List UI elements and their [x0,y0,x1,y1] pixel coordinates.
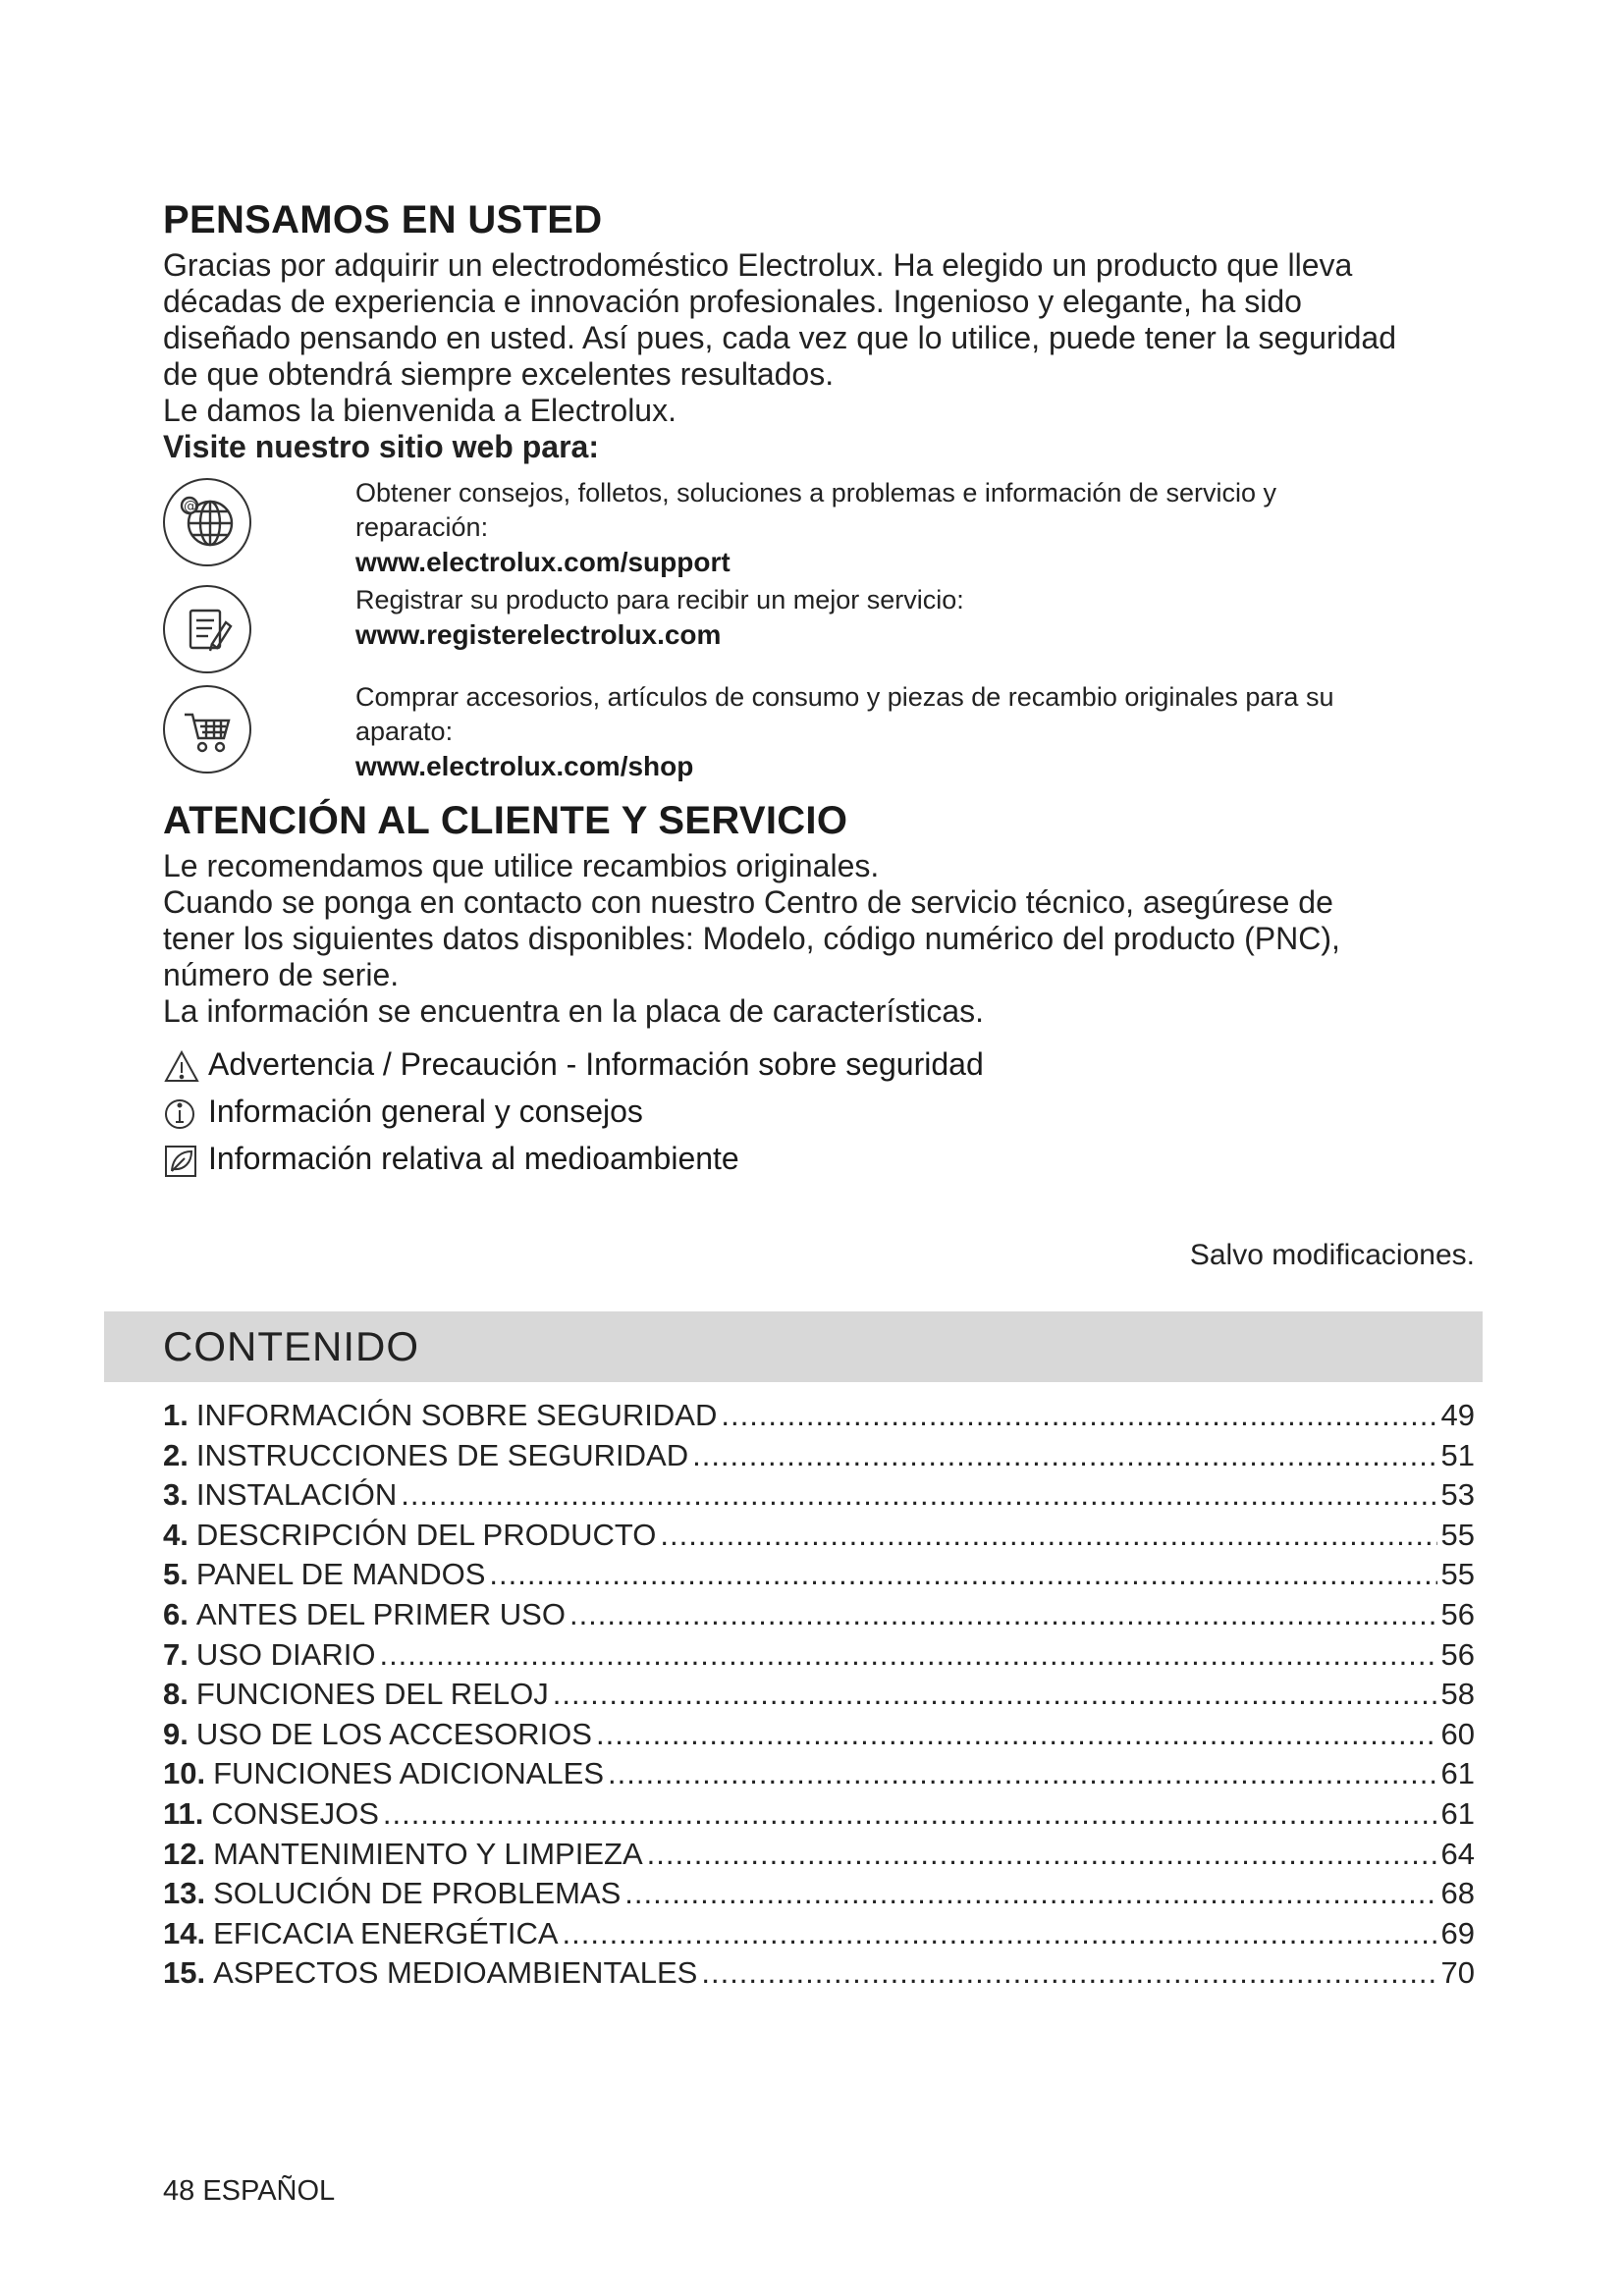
toc-page-number: 56 [1440,1636,1475,1672]
toc-label: PANEL DE MANDOS [195,1557,486,1592]
toc-item[interactable] [163,1916,1475,1956]
toc-number: 1. [163,1398,189,1432]
toc-number: 14. [163,1915,206,1950]
intro-line: décadas de experiencia e innovación profesionales. Ingenioso y elegante, ha sido [163,284,1302,319]
intro-line: de que obtendrá siempre excelentes resultados. [163,356,835,392]
toc-label: ASPECTOS MEDIOAMBIENTALES [213,1955,698,1991]
toc-leader [721,1398,1436,1433]
toc-leader [563,1916,1437,1951]
web-item-text: aparato: [355,717,454,746]
modification-note: Salvo modificaciones. [1189,1239,1475,1271]
intro-line: Gracias por adquirir un electrodoméstico Electrolux. Ha elegido un producto que lleva [163,247,1353,283]
toc-number: 13. [163,1876,206,1911]
toc-label: FUNCIONES DEL RELOJ [195,1677,549,1712]
table-of-contents [163,1398,1475,1996]
legend-text: Información relativa al medioambiente [208,1141,739,1176]
toc-page-number: 69 [1440,1915,1475,1950]
service-line: Le recomendamos que utilice recambios originales. [163,848,880,883]
warning-icon [163,1048,200,1086]
toc-item[interactable] [163,1438,1475,1478]
web-item-shop [355,680,1485,783]
toc-item[interactable] [163,1955,1475,1996]
toc-number: 8. [163,1677,189,1712]
toc-leader [569,1597,1437,1632]
intro-line: Le damos la bienvenida a Electrolux. [163,393,677,428]
support-link[interactable]: www.electrolux.com/support [355,547,731,577]
toc-number: 5. [163,1557,189,1592]
globe-icon [163,478,251,566]
toc-label: INSTALACIÓN [195,1477,398,1513]
legend-text: Información general y consejos [208,1094,643,1129]
legend-text: Advertencia / Precaución - Información sobre seguridad [208,1046,984,1082]
web-item-text: reparación: [355,512,489,542]
toc-label: INFORMACIÓN SOBRE SEGURIDAD [195,1398,718,1432]
toc-number: 4. [163,1517,189,1552]
toc-leader [624,1876,1436,1911]
toc-item[interactable] [163,1557,1475,1597]
toc-number: 7. [163,1636,189,1672]
toc-label: USO DIARIO [195,1636,376,1672]
toc-page-number: 51 [1440,1437,1475,1472]
info-icon [163,1095,200,1133]
toc-leader [401,1477,1436,1513]
service-title: ATENCIÓN AL CLIENTE Y SERVICIO [163,799,848,842]
web-item-register [355,583,1485,652]
toc-label: EFICACIA ENERGÉTICA [213,1915,559,1950]
service-line: La información se encuentra en la placa de características. [163,993,985,1029]
legend-info [163,1092,643,1131]
toc-page-number: 60 [1440,1716,1475,1751]
toc-page-number: 68 [1440,1876,1475,1911]
contents-header [104,1311,1483,1382]
toc-item[interactable] [163,1717,1475,1757]
toc-page-number: 53 [1440,1477,1475,1513]
toc-item[interactable] [163,1637,1475,1678]
toc-label: SOLUCIÓN DE PROBLEMAS [213,1876,622,1911]
register-link[interactable]: www.registerelectrolux.com [355,619,722,650]
visit-label: Visite nuestro sitio web para: [163,429,599,464]
service-line: Cuando se ponga en contacto con nuestro Centro de servicio técnico, asegúrese de [163,884,1333,920]
toc-item[interactable] [163,1796,1475,1837]
toc-leader [647,1837,1437,1872]
toc-page-number: 61 [1440,1756,1475,1791]
toc-item[interactable] [163,1677,1475,1717]
toc-item[interactable] [163,1876,1475,1916]
environment-icon [163,1143,200,1180]
shopping-cart-icon [163,685,251,774]
toc-number: 2. [163,1437,189,1472]
web-item-text: Obtener consejos, folletos, soluciones a problemas e información de servicio y [355,478,1276,507]
toc-leader [553,1677,1437,1712]
toc-item[interactable] [163,1597,1475,1637]
toc-page-number: 56 [1440,1596,1475,1631]
register-icon [163,585,251,673]
toc-leader [596,1717,1437,1752]
toc-page-number: 55 [1440,1517,1475,1552]
web-item-support [355,476,1485,579]
shop-link[interactable]: www.electrolux.com/shop [355,751,694,781]
toc-number: 12. [163,1836,206,1871]
intro-title: PENSAMOS EN USTED [163,198,603,241]
web-item-text: Registrar su producto para recibir un mejor servicio: [355,585,964,614]
toc-item[interactable] [163,1398,1475,1438]
toc-number: 10. [163,1756,206,1791]
toc-page-number: 49 [1440,1398,1475,1432]
service-line: tener los siguientes datos disponibles: Modelo, código numérico del producto (PNC), [163,921,1340,956]
toc-label: FUNCIONES ADICIONALES [213,1756,605,1791]
toc-leader [608,1756,1436,1791]
toc-number: 9. [163,1716,189,1751]
toc-item[interactable] [163,1518,1475,1558]
toc-page-number: 64 [1440,1836,1475,1871]
toc-page-number: 55 [1440,1557,1475,1592]
service-body [163,848,1489,1030]
toc-leader [660,1518,1436,1553]
toc-leader [692,1438,1436,1473]
toc-page-number: 61 [1440,1795,1475,1831]
svg-text:@: @ [184,499,197,514]
toc-label: USO DE LOS ACCESORIOS [195,1716,592,1751]
toc-leader [489,1557,1436,1592]
toc-label: ANTES DEL PRIMER USO [195,1596,566,1631]
legend-environment [163,1139,739,1178]
toc-number: 11. [163,1795,204,1831]
toc-label: INSTRUCCIONES DE SEGURIDAD [195,1437,689,1472]
toc-label: DESCRIPCIÓN DEL PRODUCTO [195,1517,657,1552]
toc-leader [379,1637,1436,1673]
toc-number: 6. [163,1596,189,1631]
service-line: número de serie. [163,957,400,992]
intro-body [163,247,1489,465]
toc-leader [383,1796,1437,1832]
web-item-text: Comprar accesorios, artículos de consumo y piezas de recambio originales para su [355,682,1334,712]
page-footer: 48 ESPAÑOL [163,2175,336,2207]
toc-label: CONSEJOS [211,1795,379,1831]
contents-title: CONTENIDO [163,1323,419,1369]
intro-line: diseñado pensando en usted. Así pues, cada vez que lo utilice, puede tener la seguridad [163,320,1397,355]
toc-item[interactable] [163,1477,1475,1518]
toc-page-number: 70 [1440,1955,1475,1991]
toc-item[interactable] [163,1837,1475,1877]
toc-label: MANTENIMIENTO Y LIMPIEZA [213,1836,643,1871]
toc-item[interactable] [163,1756,1475,1796]
toc-number: 15. [163,1955,206,1991]
toc-leader [701,1955,1436,1991]
toc-number: 3. [163,1477,189,1513]
legend-warning [163,1044,984,1084]
toc-page-number: 58 [1440,1677,1475,1712]
